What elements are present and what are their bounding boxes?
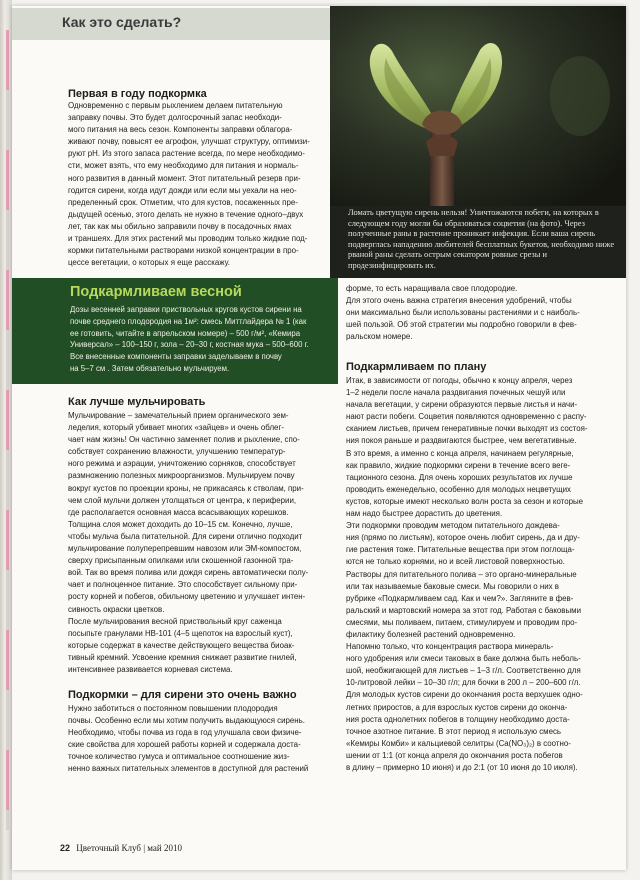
- right-column-continuation: форме, то есть наращивала свое плодородие. Для этого очень важна стратегия внесения удобрений, чтобы они максимально были использованы растениями и с наиболь- шей пользой. Об этой стратегии мы подробно говорили в фев- ральском номере.: [346, 284, 580, 342]
- photo-caption: [330, 206, 626, 278]
- section-heading-first-feeding: Первая в году подкормка: [68, 88, 207, 100]
- lilac-bud-photo: [330, 6, 626, 206]
- issue-date: май 2010: [147, 843, 182, 853]
- magazine-name: Цветочный Клуб: [76, 843, 141, 853]
- spring-feeding-text: Дозы весенней заправки приствольных кругов кустов сирени на почве среднего плодородия на 1м²: смесь Миттлайдера № 1 (как ее готовить, читайте в апрельском номере) – 500 г/м², «Кемира Универсал» – 100–150 г, зола – 20–30 г, костная мука – 500–600 г. Все внесенные компоненты заправки заделываем в почву на 5–7 см . Затем обязательно мульчируем.: [70, 305, 309, 373]
- page-number: 22: [60, 843, 71, 853]
- section-text-mulching: Мульчирование – замечательный прием органического зем- леделия, который убивает многих «зайцев» и очень облег- чает нам жизнь! Он частично заменяет полив и рыхление, спо- собствует сохранению влажности, улучшению температур- ного режима и аэрации, уничтожению сорняков, способствует размножению полезных микроорганизмов. Мульчируем почву вокруг кустов по проекции кроны, не прикасаясь к стволам, при- чем слой мульчи должен утолщаться от центра, к периферии, где располагается основная масса всасывающих корешков. Толщина слоя может доходить до 10–15 см. Конечно, лучше, чтобы мульча была питательной. Для сирени отлично подходит мульчирование полуперепревшим навозом или ЭМ-компостом, сверху присыпанным опилками или скошенной газонной тра- вой. Так во время полива или дождя сирень автоматически полу- чает и полноценное питание. Это способствует сильному при- росту корней и побегов, обильному цветению и улучшает интен- сивность окраски цветков. После мульчирования весной приствольный круг саженца посыпьте гранулами HB-101 (4–5 щепоток на взрослый куст), которые содержат в качестве действующего вещества биоак- тивный кремний. Усвоение кремния снижает развитие гнилей, интенсивнее развивается корневая система.: [68, 411, 309, 674]
- section-heading-mulching: Как лучше мульчировать: [68, 396, 206, 408]
- stacked-pages: [6, 30, 9, 830]
- caption-text: Ломать цветущую сирень нельзя! Уничтожаются побеги, на которых в следующем году могли бы образоваться соцветия (на фото). Через полученные раны в растение проникает инфекция. Если ваша сирень подверглась нападению любителей бесплатных букетов, необходимо ниже рваной раны сделать острым секатором ровные срезы и продезинфицировать их.: [348, 208, 615, 270]
- footer-separator: |: [143, 843, 148, 853]
- page-footer: [60, 843, 182, 853]
- section-header: [12, 8, 330, 40]
- spring-feeding-box: [12, 278, 338, 384]
- section-heading-feeding-plan: Подкармливаем по плану: [346, 361, 487, 373]
- spring-feeding-heading: Подкармливаем весной: [70, 284, 242, 300]
- section-text-first-feeding: Одновременно с первым рыхлением делаем питательную заправку почвы. Это будет долгосрочный запас необходи- мого питания на весь сезон. Компоненты заправки облагора- живают почву, повысят ее агрофон, улучшат структуру, оптимизи- руют pH. Из этого запаса растение всегда, по мере необходимо- сти, может взять, что ему необходимо для питания и нормаль- ного развития в данный момент. Этот питательный резерв при- годится сирени, когда идут дожди или если мы уехали на неo- пределенный срок. Отметим, что для кустов, посаженных пре- дыдущей осенью, этого делать не нужно в течение одного–двух лет, так как мы обильно заправили почву в посадочных ямах и траншеях. Для этих растений мы проводим только жидкие под- кормки питательными растворами низкой концентрации в про- цессе вегетации, о которых я еще расскажу.: [68, 101, 310, 268]
- section-text-feeding-important: Нужно заботиться о постоянном повышении плодородия почвы. Особенно если мы хотим получить выдающуюся сирень. Необходимо, чтобы почва из года в год улучшала свои физиче- ские свойства для хорошей работы корней и содержала доста- точное количество гумуса и оптимальное соотношение жиз- ненно важных питательных элементов в доступной для растений: [68, 704, 309, 774]
- lilac-bud-illustration: [330, 6, 626, 206]
- section-heading-feeding-important: Подкормки – для сирени это очень важно: [68, 689, 297, 701]
- section-text-feeding-plan: Итак, в зависимости от погоды, обычно к концу апреля, через 1–2 недели после начала раздвигания почечных чешуй или начала вегетации, у сирени образуются первые листья и начи- нают расти побеги. Соцветия появляются одновременно с распу- сканием листьев, причем генеративные почки выходят из состоя- ния покоя раньше и раздвигаются быстрее, чем вегетативные. В это время, а именно с конца апреля, начинаем регулярные, как правило, жидкие подкормки сирени в течение всего веге- тационного сезона. Для очень хороших результатов их лучше проводить еженедельно, особенно для молодых нецветущих кустов, которые имеют несколько волн роста за сезон и которые нам надо быстрее дорастить до цветения. Эти подкормки проводим методом питательного дождева- ния (прямо по листьям), которое очень любит сирень, да и дру- гие растения тоже. Питательные вещества при этом поглоща- ются не только корнями, но и всей листовой поверхностью. Растворы для питательного полива – это органо-минеральные или так называемые баковые смеси. Мы говорили о них в рубрике «Подкармливаем сад. Как и чем?». Загляните в фев- ральский и мартовский номера за этот год. Работая с баковыми смесями, мы поливаем, питаем, стимулируем и проводим про- филактику болезней растений одновременно. Напомню только, что концентрация раствора минераль- ного удобрения или смеси таковых в баке должна быть неболь- шой, необжигающей для листьев – 1–3 г/л. Соответственно для 10-литровой лейки – 10–30 г/л; для бочки в 200 л – 200–600 г/л. Для молодых кустов сирени до окончания роста верхушек одно- летних приростов, а для взрослых кустов сирени до оконча- ния роста однолетних побегов в толщину необходимо доста- точное азотное питание. В этот период я использую смесь «Кемиры Комби» и кальциевой селитры (Ca(NO₃)₂) в соотно- шении от 1:1 (от конца апреля до окончания роста побегов в длину – примерно 10 июня) и до 2:1 (от 10 июня до 10 июля).: [346, 376, 588, 772]
- header-title: Как это сделать?: [62, 14, 182, 30]
